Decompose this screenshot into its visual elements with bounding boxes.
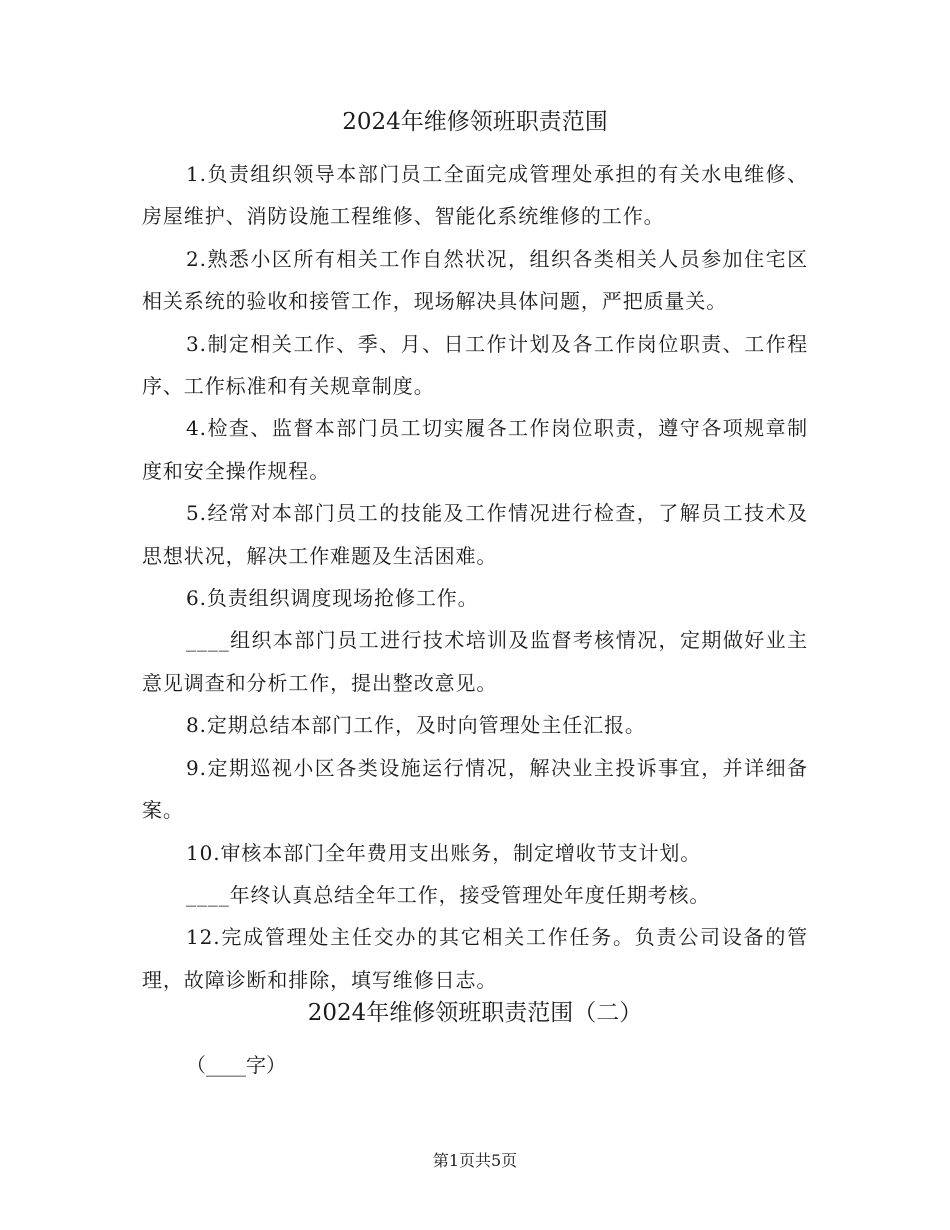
duty-item-10: 10.审核本部门全年费用支出账务，制定增收节支计划。 xyxy=(186,840,702,865)
duty-list xyxy=(142,153,808,1001)
duty-item-11: ____年终认真总结全年工作，接受管理处年度任期考核。 xyxy=(186,882,711,907)
duty-item-4: 4.检查、监督本部门员工切实履各工作岗位职责，遵守各项规章制度和安全操作规程。 xyxy=(142,416,808,483)
duty-item-2: 2.熟悉小区所有相关工作自然状况，组织各类相关人员参加住宅区相关系统的验收和接管工作，现场解决具体问题，严把质量关。 xyxy=(142,246,808,314)
duty-item-5: 5.经常对本部门员工的技能及工作情况进行检查，了解员工技术及思想状况，解决工作难题及生活困难。 xyxy=(142,501,808,568)
duty-item-9: 9.定期巡视小区各类设施运行情况，解决业主投诉事宜，并详细备案。 xyxy=(142,755,808,823)
duty-item-1: 1.负责组织领导本部门员工全面完成管理处承担的有关水电维修、房屋维护、消防设施工程维修、智能化系统维修的工作。 xyxy=(142,162,808,229)
duty-item-3: 3.制定相关工作、季、月、日工作计划及各工作岗位职责、工作程序、工作标准和有关规章制度。 xyxy=(142,331,808,399)
document-title: 2024年维修领班职责范围 xyxy=(342,109,608,135)
duty-item-8: 8.定期总结本部门工作，及时向管理处主任汇报。 xyxy=(186,713,646,738)
word-count-placeholder: （____字） xyxy=(186,1053,286,1077)
duty-item-12: 12.完成管理处主任交办的其它相关工作任务。负责公司设备的管理，故障诊断和排除，填写维修日志。 xyxy=(142,925,808,992)
duty-item-7: ____组织本部门员工进行技术培训及监督考核情况，定期做好业主意见调查和分析工作，提出整改意见。 xyxy=(142,628,808,695)
duty-item-6: 6.负责组织调度现场抢修工作。 xyxy=(186,586,479,611)
page-number: 第1页共5页 xyxy=(432,1151,518,1170)
second-section-title: 2024年维修领班职责范围（二） xyxy=(307,1000,643,1026)
